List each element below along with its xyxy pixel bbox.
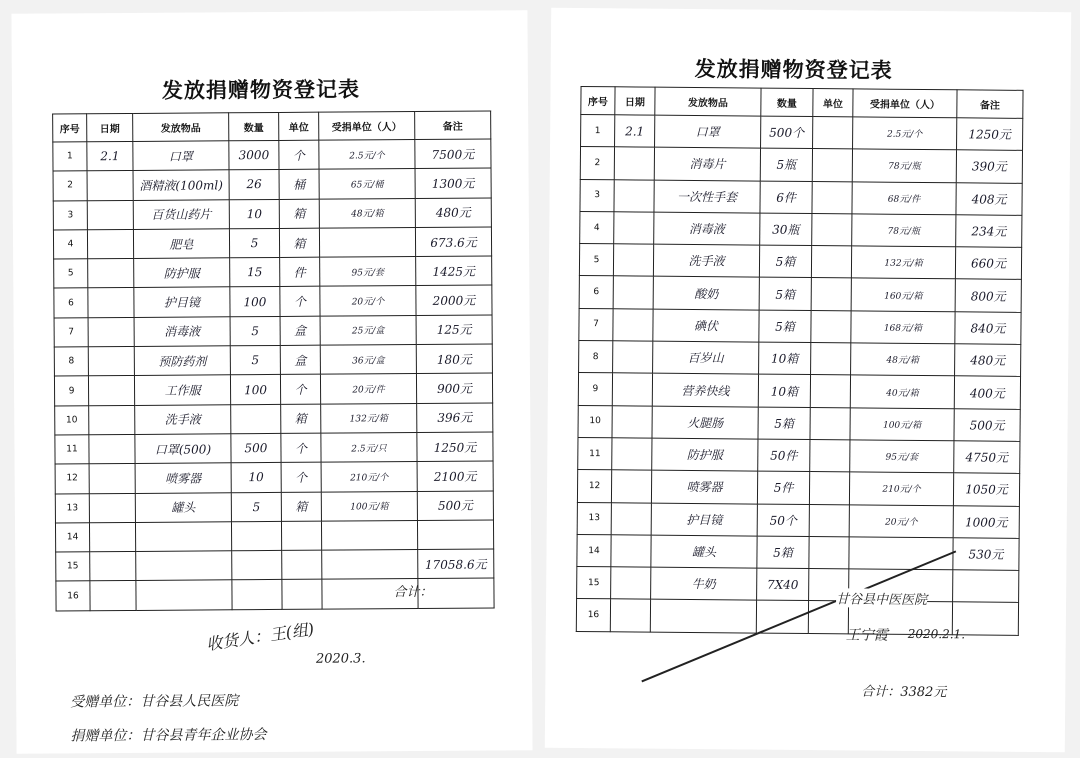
row-date [88, 259, 134, 289]
left-sheet-title: 发放捐赠物资登记表 [161, 76, 361, 103]
row-remark: 180元 [416, 344, 492, 374]
row-number: 7 [579, 308, 613, 341]
row-date [88, 288, 134, 318]
row-quantity: 30瓶 [760, 213, 812, 246]
row-unit-price: 210元/个 [849, 472, 953, 505]
row-quantity: 500 [231, 433, 281, 463]
column-header: 数量 [229, 112, 279, 140]
row-unit-price: 25元/盒 [320, 315, 416, 345]
row-quantity: 5箱 [757, 536, 809, 569]
table-row [578, 437, 1020, 473]
row-unit [809, 472, 849, 505]
table-row [54, 344, 492, 376]
row-date [610, 599, 650, 632]
column-header: 发放物品 [133, 113, 229, 142]
row-quantity: 500个 [761, 116, 813, 149]
row-number: 10 [55, 405, 89, 435]
row-unit: 个 [280, 287, 320, 317]
row-remark: 480元 [955, 344, 1021, 377]
row-quantity: 26 [229, 170, 279, 200]
row-unit-price: 100元/箱 [321, 491, 417, 521]
row-item: 消毒液 [134, 317, 230, 347]
column-header: 数量 [761, 88, 813, 116]
row-unit-price: 2.5元/只 [321, 432, 417, 462]
row-number: 8 [54, 347, 88, 377]
table-row [581, 115, 1023, 151]
row-unit [810, 439, 850, 472]
row-quantity [232, 580, 282, 610]
row-date [89, 464, 135, 494]
row-unit [809, 504, 849, 537]
row-unit-price: 95元/套 [320, 257, 416, 287]
row-date [611, 567, 651, 600]
row-remark: 840元 [955, 312, 1021, 345]
row-item: 防护服 [134, 258, 230, 288]
right-total-note: 合计：3382元 [861, 684, 947, 701]
row-number: 6 [54, 288, 88, 318]
row-remark: 400元 [954, 376, 1020, 409]
table-row [55, 461, 493, 493]
row-number: 1 [53, 142, 87, 172]
column-header: 受捐单位（人） [853, 89, 957, 118]
row-number: 14 [577, 534, 611, 567]
row-date [87, 229, 133, 259]
row-quantity [231, 404, 281, 434]
row-item: 火腿肠 [652, 406, 758, 439]
row-number: 3 [53, 200, 87, 230]
row-item: 喷雾器 [135, 463, 231, 493]
row-item [136, 580, 232, 610]
row-unit-price: 20元/件 [320, 374, 416, 404]
row-number: 10 [578, 405, 612, 438]
row-item: 口罩 [655, 115, 761, 148]
row-unit-price: 65元/桶 [319, 169, 415, 199]
row-remark: 1250元 [417, 432, 493, 462]
row-item: 牛奶 [651, 567, 757, 600]
row-quantity: 50个 [757, 504, 809, 537]
right-receiver-date: 2020.2.1. [907, 626, 966, 642]
row-unit-price: 78元/瓶 [852, 214, 956, 247]
row-quantity [232, 551, 282, 581]
row-date [613, 244, 653, 277]
right-register-table [576, 86, 1024, 636]
row-unit-price: 48元/箱 [319, 198, 415, 228]
table-row [54, 256, 492, 288]
row-quantity: 3000 [229, 140, 279, 170]
right-receiver-signature: 王宁霞 [845, 627, 888, 644]
row-number: 1 [581, 115, 615, 148]
row-date [88, 317, 134, 347]
column-header: 备注 [957, 90, 1023, 119]
row-date [90, 552, 136, 582]
row-unit: 箱 [281, 404, 321, 434]
row-quantity: 10箱 [758, 374, 810, 407]
row-unit-price: 20元/个 [849, 504, 953, 537]
row-unit-price: 168元/箱 [851, 311, 955, 344]
row-unit [281, 521, 321, 551]
table-row [580, 179, 1022, 215]
row-quantity: 5 [230, 316, 280, 346]
row-date [611, 535, 651, 568]
row-remark: 660元 [955, 247, 1021, 280]
table-row [579, 308, 1021, 344]
row-item: 预防药剂 [134, 346, 230, 376]
row-unit-price [321, 520, 417, 550]
row-number: 15 [56, 552, 90, 582]
row-remark: 408元 [956, 182, 1022, 215]
right-receiver-hospital: 甘谷县中医医院 [836, 588, 927, 608]
row-unit-price: 78元/瓶 [852, 149, 956, 182]
row-unit-price: 40元/箱 [850, 375, 954, 408]
row-quantity: 5箱 [758, 407, 810, 440]
row-date [89, 434, 135, 464]
row-number: 16 [56, 581, 90, 611]
row-unit [812, 181, 852, 214]
row-remark: 500元 [417, 491, 493, 521]
row-number: 4 [580, 211, 614, 244]
table-row [577, 567, 1019, 603]
row-item: 洗手液 [135, 404, 231, 434]
row-remark: 2000元 [416, 285, 492, 315]
row-item: 护目镜 [651, 503, 757, 536]
row-item: 喷雾器 [651, 470, 757, 503]
row-number: 2 [580, 147, 614, 180]
row-unit: 个 [280, 375, 320, 405]
row-number: 12 [577, 470, 611, 503]
row-date [87, 171, 133, 201]
column-header: 日期 [87, 113, 133, 141]
row-unit: 个 [281, 433, 321, 463]
table-row [53, 168, 491, 200]
table-row [54, 315, 492, 347]
column-header: 单位 [813, 89, 853, 117]
row-remark: 530元 [953, 538, 1019, 571]
row-quantity: 5瓶 [760, 148, 812, 181]
row-number: 13 [577, 502, 611, 535]
row-quantity: 100 [230, 287, 280, 317]
row-unit [811, 343, 851, 376]
row-unit [811, 310, 851, 343]
row-number: 15 [577, 567, 611, 600]
row-item: 酸奶 [653, 277, 759, 310]
row-unit-price: 68元/件 [852, 181, 956, 214]
row-remark: 390元 [956, 150, 1022, 183]
row-number: 13 [55, 493, 89, 523]
row-quantity: 15 [230, 258, 280, 288]
row-item: 一次性手套 [654, 180, 760, 213]
row-date [88, 347, 134, 377]
row-remark: 2100元 [417, 461, 493, 491]
row-unit: 个 [279, 140, 319, 170]
table-row [578, 405, 1020, 441]
left-register-table [52, 110, 494, 611]
row-unit [810, 375, 850, 408]
row-unit-price: 95元/套 [850, 440, 954, 473]
row-item: 酒精液(100ml) [133, 170, 229, 200]
row-remark: 800元 [955, 279, 1021, 312]
row-remark [417, 520, 493, 550]
column-header: 序号 [581, 87, 615, 115]
row-unit-price: 160元/箱 [851, 278, 955, 311]
row-date: 2.1 [615, 115, 655, 148]
row-date [90, 581, 136, 611]
row-item [136, 551, 232, 581]
row-unit: 桶 [279, 169, 319, 199]
row-date [612, 438, 652, 471]
row-number: 9 [578, 373, 612, 406]
column-header: 发放物品 [655, 87, 761, 116]
row-remark: 480元 [415, 198, 491, 228]
row-item: 罐头 [135, 492, 231, 522]
row-number: 5 [579, 244, 613, 277]
row-date [611, 502, 651, 535]
row-remark: 1000元 [953, 505, 1019, 538]
row-unit [282, 580, 322, 610]
row-unit: 箱 [279, 228, 319, 258]
row-quantity: 5 [231, 492, 281, 522]
left-receiver-note: 收货人：王(组) [205, 619, 316, 654]
table-row [579, 341, 1021, 377]
row-unit-price [319, 227, 415, 257]
row-unit-price: 132元/箱 [851, 246, 955, 279]
row-remark: 1250元 [957, 118, 1023, 151]
row-unit [813, 117, 853, 150]
row-remark: 1300元 [415, 168, 491, 198]
left-donor-unit: 捐赠单位：甘谷县青年企业协会 [70, 727, 267, 745]
row-date [613, 309, 653, 342]
row-remark: 125元 [416, 315, 492, 345]
right-table-header-row [581, 87, 1023, 119]
row-unit: 箱 [279, 199, 319, 229]
row-remark: 234元 [956, 215, 1022, 248]
left-table-header-row [53, 111, 491, 142]
row-item: 工作服 [134, 375, 230, 405]
row-quantity: 5箱 [759, 310, 811, 343]
row-unit-price: 20元/个 [320, 286, 416, 316]
table-row [54, 373, 492, 405]
row-date [88, 376, 134, 406]
row-unit [810, 407, 850, 440]
row-quantity: 5 [229, 228, 279, 258]
table-row [578, 373, 1020, 409]
row-date [614, 212, 654, 245]
row-item [135, 522, 231, 552]
row-unit-price: 2.5元/个 [319, 139, 415, 169]
right-register-sheet [545, 8, 1071, 753]
row-quantity: 10箱 [759, 342, 811, 375]
row-remark: 673.6元 [415, 227, 491, 257]
row-date [613, 341, 653, 374]
row-quantity: 7X40 [757, 568, 809, 601]
row-date [613, 276, 653, 309]
row-unit-price: 210元/个 [321, 462, 417, 492]
column-header: 单位 [279, 112, 319, 140]
row-unit: 件 [280, 257, 320, 287]
row-quantity: 5箱 [759, 278, 811, 311]
row-unit [282, 550, 322, 580]
row-quantity: 10 [231, 463, 281, 493]
row-remark [953, 570, 1019, 603]
row-number: 8 [579, 341, 613, 374]
row-unit: 盒 [280, 316, 320, 346]
left-receiving-unit: 受赠单位：甘谷县人民医院 [70, 693, 239, 711]
row-quantity: 6件 [760, 181, 812, 214]
column-header: 日期 [615, 87, 655, 115]
table-row [55, 432, 493, 464]
row-number: 11 [55, 435, 89, 465]
row-number: 3 [580, 179, 614, 212]
row-remark: 7500元 [415, 139, 491, 169]
row-quantity: 5 [230, 346, 280, 376]
table-row [580, 211, 1022, 247]
row-remark: 17058.6元 [418, 549, 494, 579]
row-item: 营养快线 [652, 374, 758, 407]
row-number: 11 [578, 437, 612, 470]
row-unit: 箱 [281, 492, 321, 522]
column-header: 备注 [415, 111, 491, 140]
row-remark: 500元 [954, 408, 1020, 441]
table-row [55, 491, 493, 523]
row-remark: 1050元 [953, 473, 1019, 506]
row-number: 9 [54, 376, 88, 406]
right-sheet-title: 发放捐赠物资登记表 [694, 56, 893, 83]
row-remark: 900元 [416, 373, 492, 403]
row-item: 百岁山 [653, 341, 759, 374]
row-remark: 4750元 [954, 441, 1020, 474]
row-item: 肥皂 [133, 229, 229, 259]
row-date [87, 200, 133, 230]
column-header: 序号 [53, 114, 87, 142]
row-number: 7 [54, 318, 88, 348]
table-row [577, 470, 1019, 506]
row-item: 口罩(500) [135, 434, 231, 464]
table-row [53, 139, 491, 171]
row-unit [809, 536, 849, 569]
row-remark: 396元 [417, 403, 493, 433]
row-item: 口罩 [133, 141, 229, 171]
row-unit: 个 [281, 462, 321, 492]
row-unit-price: 48元/箱 [851, 343, 955, 376]
table-row [53, 198, 491, 230]
row-date [89, 522, 135, 552]
row-date [89, 405, 135, 435]
row-item: 护目镜 [134, 287, 230, 317]
row-quantity: 5箱 [759, 245, 811, 278]
row-quantity: 10 [229, 199, 279, 229]
row-number: 6 [579, 276, 613, 309]
row-date [612, 405, 652, 438]
row-date [611, 470, 651, 503]
row-unit [811, 278, 851, 311]
row-item: 碘伏 [653, 309, 759, 342]
row-unit [812, 213, 852, 246]
row-quantity: 100 [230, 375, 280, 405]
row-item: 防护服 [652, 438, 758, 471]
row-item: 消毒片 [654, 147, 760, 180]
row-number: 14 [55, 523, 89, 553]
row-quantity: 5件 [757, 471, 809, 504]
row-item: 洗手液 [653, 244, 759, 277]
table-row [580, 147, 1022, 183]
left-register-sheet [11, 10, 532, 754]
table-row [579, 276, 1021, 312]
row-unit-price: 100元/箱 [850, 408, 954, 441]
table-row [577, 502, 1019, 538]
row-unit-price [849, 537, 953, 570]
row-quantity: 50件 [758, 439, 810, 472]
row-number: 4 [53, 230, 87, 260]
row-number: 12 [55, 464, 89, 494]
row-unit-price: 36元/盒 [320, 345, 416, 375]
row-date: 2.1 [87, 141, 133, 171]
row-unit-price: 132元/箱 [321, 403, 417, 433]
row-number: 16 [576, 599, 610, 632]
row-unit [811, 246, 851, 279]
table-row [54, 285, 492, 317]
row-unit: 盒 [280, 345, 320, 375]
table-row [53, 227, 491, 259]
row-item [650, 600, 756, 633]
row-number: 5 [54, 259, 88, 289]
table-row [55, 520, 493, 552]
row-quantity [231, 521, 281, 551]
table-row [55, 403, 493, 435]
row-number: 2 [53, 171, 87, 201]
table-row [56, 549, 494, 581]
table-row [579, 244, 1021, 280]
row-date [89, 493, 135, 523]
row-date [612, 373, 652, 406]
left-total-label: 合计： [393, 584, 433, 601]
column-header: 受捐单位（人） [319, 111, 415, 140]
row-item: 消毒液 [654, 212, 760, 245]
row-unit-price [322, 550, 418, 580]
row-item: 罐头 [651, 535, 757, 568]
row-date [614, 179, 654, 212]
row-date [614, 147, 654, 180]
row-unit-price: 2.5元/个 [853, 117, 957, 150]
row-item: 百货山药片 [133, 199, 229, 229]
left-receiver-date: 2020.3. [315, 651, 366, 667]
row-unit [812, 149, 852, 182]
row-remark: 1425元 [416, 256, 492, 286]
